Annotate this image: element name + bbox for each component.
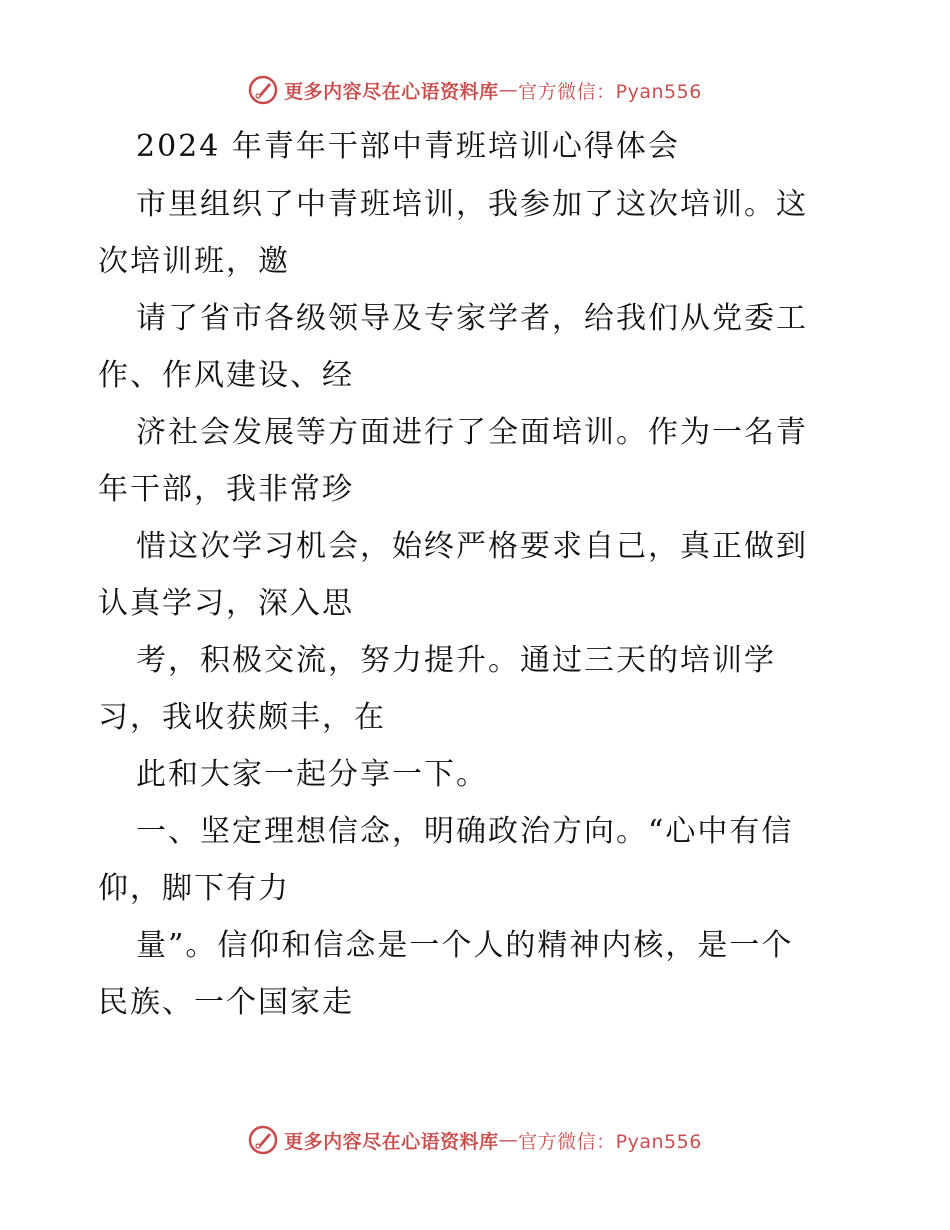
feather-pen-logo-icon <box>248 1125 278 1155</box>
paragraph-line: 此和大家一起分享一下。 <box>136 757 488 792</box>
banner-separator: — <box>498 1129 519 1151</box>
paragraph-line: 考，积极交流，努力提升。通过三天的培训学 <box>136 643 776 678</box>
paragraph-line: 市里组织了中青班培训，我参加了这次培训。这 <box>136 187 808 222</box>
paragraph-line: 济社会发展等方面进行了全面培训。作为一名青 <box>136 415 808 450</box>
document-title: 2024 年青年干部中青班培训心得体会 <box>136 129 680 164</box>
paragraph-line: 认真学习，深入思 <box>98 586 354 621</box>
banner-main-text: 更多内容尽在心语资料库 <box>284 1130 499 1153</box>
paragraph-line: 次培训班，邀 <box>98 244 290 279</box>
banner-wechat-text: 官方微信：Pyan556 <box>518 1130 702 1153</box>
paragraph-line: 仰，脚下有力 <box>98 871 290 906</box>
banner-wechat-text: 官方微信：Pyan556 <box>518 80 702 103</box>
paragraph-line: 作、作风建设、经 <box>98 358 354 393</box>
banner-separator: — <box>498 79 519 101</box>
header-watermark <box>0 70 950 110</box>
paragraph-line: 年干部，我非常珍 <box>98 472 354 507</box>
paragraph-line: 请了省市各级领导及专家学者，给我们从党委工 <box>136 301 808 336</box>
banner-main-text: 更多内容尽在心语资料库 <box>284 80 499 103</box>
paragraph-line: 惜这次学习机会，始终严格要求自己，真正做到 <box>136 529 808 564</box>
paragraph-line: 一、坚定理想信念，明确政治方向。“心中有信 <box>136 814 794 849</box>
paragraph-line: 量”。信仰和信念是一个人的精神内核，是一个 <box>136 928 794 963</box>
paragraph-line: 民族、一个国家走 <box>98 985 354 1020</box>
footer-watermark <box>0 1120 950 1160</box>
paragraph-line: 习，我收获颇丰，在 <box>98 700 386 735</box>
feather-pen-logo-icon <box>248 75 278 105</box>
